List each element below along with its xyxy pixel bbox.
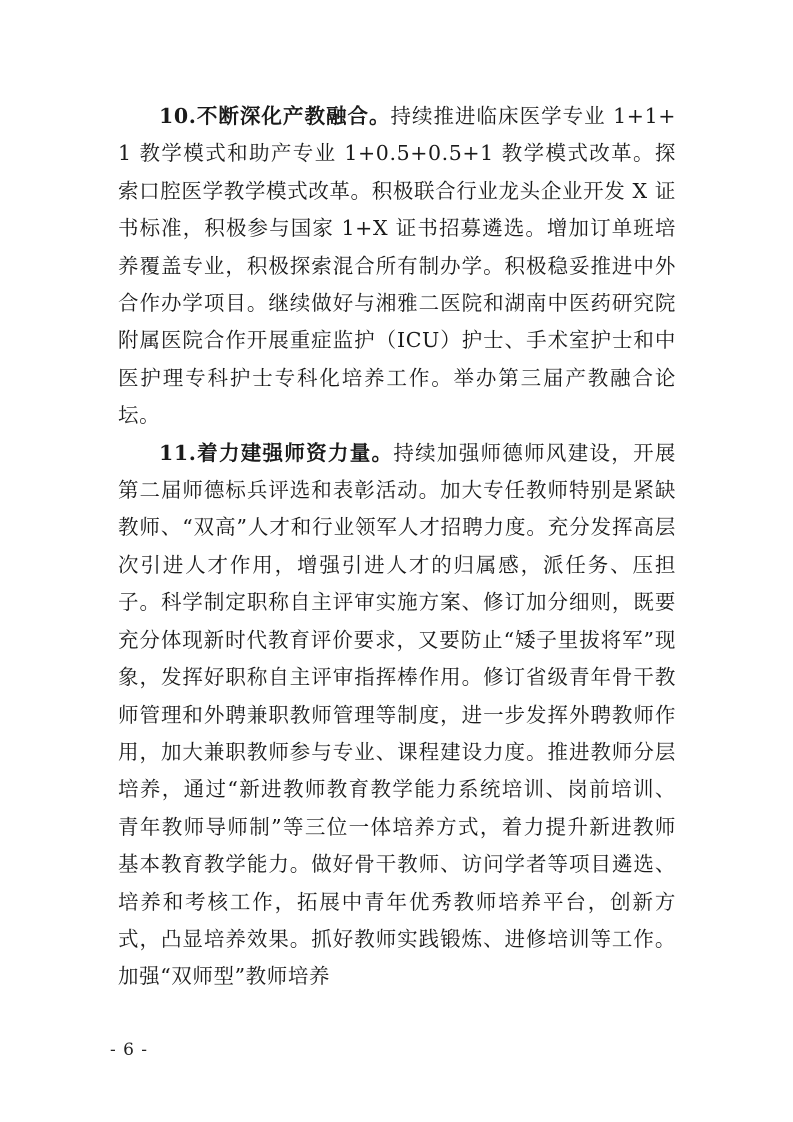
paragraph-text: 持续推进临床医学专业 1+1+1 教学模式和助产专业 1+0.5+0.5+1 教学模式改革。探索口腔医学教学模式改革。积极联合行业龙头企业开发 X 证书标准，积极参与国家 1+X 证书招募遴选。增加订单班培养覆盖专业，积极探索混合所有制办学。积极稳妥推进中外合作办学项目。继续做好与湘雅二医院和湖南中医药研究院附属医院合作开展重症监护（ICU）护士、手术室护士和中医护理专科护士专科化培养工作。举办第三届产教融合论坛。 — [118, 104, 676, 428]
paragraph-teaching-staff — [118, 435, 676, 996]
paragraph-industry-education-integration — [118, 98, 676, 435]
paragraph-text: 持续加强师德师风建设，开展第二届师德标兵评选和表彰活动。加大专任教师特别是紧缺教师、“双高”人才和行业领军人才招聘力度。充分发挥高层次引进人才作用，增强引进人才的归属感，派任务、压担子。科学制定职称自主评审实施方案、修订加分细则，既要充分体现新时代教育评价要求，又要防止“矮子里拔将军”现象，发挥好职称自主评审指挥棒作用。修订省级青年骨干教师管理和外聘兼职教师管理等制度，进一步发挥外聘教师作用，加大兼职教师参与专业、课程建设力度。推进教师分层培养，通过“新进教师教育教学能力系统培训、岗前培训、青年教师导师制”等三位一体培养方式，着力提升新进教师基本教育教学能力。做好骨干教师、访问学者等项目遴选、培养和考核工作，拓展中青年优秀教师培养平台，创新方式，凸显培养效果。抓好教师实践锻炼、进修培训等工作。加强“双师型”教师培养 — [118, 440, 676, 989]
page-number: - 6 - — [109, 1040, 149, 1060]
paragraph-heading: 10.不断深化产教融合。 — [159, 104, 391, 128]
paragraph-heading: 11.着力建强师资力量。 — [159, 440, 394, 465]
body-text — [118, 98, 676, 996]
